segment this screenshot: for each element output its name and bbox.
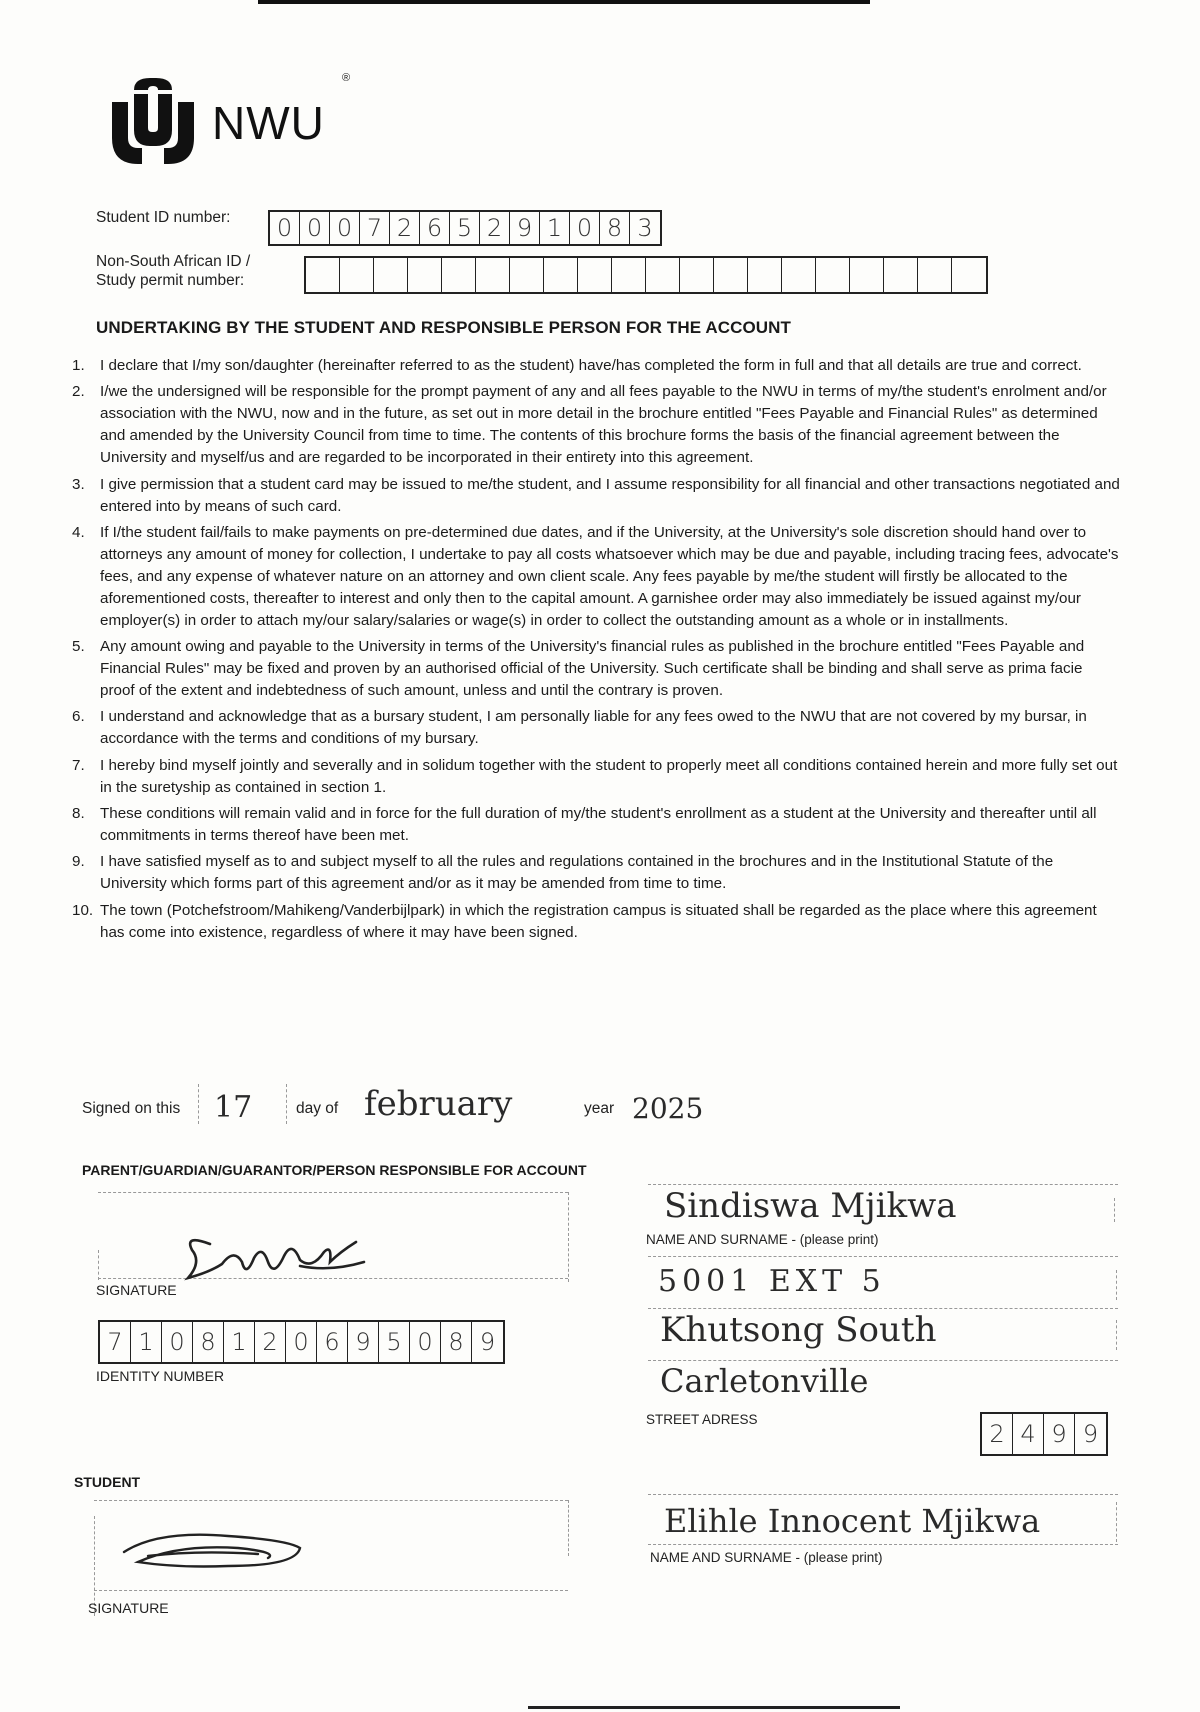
- parent-identity-label: IDENTITY NUMBER: [96, 1368, 225, 1384]
- student-name-top-dash: [648, 1494, 1118, 1495]
- non-sa-id-cell[interactable]: [816, 258, 850, 292]
- student-signature-label: SIGNATURE: [88, 1600, 169, 1616]
- non-sa-id-cell[interactable]: [918, 258, 952, 292]
- registered-mark: ®: [342, 72, 351, 84]
- clause-text: I declare that I/my son/daughter (hereinafter referred to as the student) have/has completed the form in full and that all details are true and correct.: [100, 357, 1082, 374]
- parent-name-value: Sindiswa Mjikwa: [664, 1186, 957, 1226]
- non-sa-id-cell[interactable]: [476, 258, 510, 292]
- student-sig-bottom-dash: [94, 1590, 568, 1591]
- clause-number: 5.: [72, 638, 85, 656]
- address-line-2: Khutsong South: [660, 1310, 937, 1350]
- student-id-digit[interactable]: 7: [360, 212, 390, 244]
- non-sa-id-cell[interactable]: [612, 258, 646, 292]
- clause-text: These conditions will remain valid and in force for the full duration of my/the student's enrollment as a student at the University and thereafter until all commitments in terms thereof have been met.: [100, 805, 1097, 845]
- student-sig-top-dash: [94, 1500, 568, 1501]
- clause-item: [72, 474, 1120, 518]
- clause-text: I hereby bind myself jointly and severally and in solidum together with the student to properly meet all conditions contained herein and more fully set out in the suretyship as contained in section 1.: [100, 756, 1118, 796]
- signed-year-label: year: [584, 1100, 615, 1117]
- clause-text: If I/the student fail/fails to make payments on pre-determined due dates, and if the University, at the University's sole discretion should hand over to attorneys any amount of money for collection, I undertake to pay all costs whatsoever which may be due and payable, including tracing fees, advocate's fees, and any expense of whatever nature on an attorney and own client scale. Any fees payable by me/the student will firstly be allocated to the aforementioned costs, thereafter to interest and only then to the capital amount. A garnishee order may also immediately be issued against my/our employer(s) in order to attach my/our salary/salaries or wage(s) in order to collect the outstanding amount as a whole or in installments.: [100, 523, 1119, 629]
- parent-name-top-dash: [648, 1184, 1118, 1185]
- parent-identity-digit[interactable]: 9: [348, 1322, 379, 1362]
- clause-item: [72, 755, 1120, 799]
- signed-year-value: 2025: [632, 1092, 704, 1125]
- parent-identity-digit[interactable]: 5: [379, 1322, 410, 1362]
- clause-item: [72, 900, 1120, 944]
- signed-day-value: 17: [214, 1090, 253, 1125]
- clause-number: 8.: [72, 805, 85, 823]
- non-sa-id-cell[interactable]: [408, 258, 442, 292]
- parent-identity-digit[interactable]: 0: [286, 1322, 317, 1362]
- student-section-title: STUDENT: [74, 1474, 141, 1490]
- clause-item: [72, 636, 1120, 702]
- parent-identity-digit[interactable]: 0: [162, 1322, 193, 1362]
- clause-item: [72, 706, 1120, 750]
- signed-prefix: Signed on this: [82, 1100, 181, 1117]
- non-sa-id-boxes[interactable]: [304, 256, 988, 294]
- address-dash-2: [648, 1308, 1118, 1309]
- non-sa-id-cell[interactable]: [680, 258, 714, 292]
- student-id-digit[interactable]: 0: [300, 212, 330, 244]
- clause-text: I give permission that a student card may be issued to me/the student, and I assume responsibility for all financial and other transactions negotiated and entered into by means of such card.: [100, 475, 1120, 515]
- signed-month-value: february: [364, 1084, 513, 1124]
- parent-signature-mark[interactable]: [180, 1222, 370, 1290]
- parent-identity-boxes[interactable]: [98, 1320, 505, 1364]
- clause-list: [72, 355, 1120, 948]
- parent-signature-label: SIGNATURE: [96, 1282, 177, 1298]
- clause-number: 3.: [72, 475, 85, 493]
- undertaking-heading: UNDERTAKING BY THE STUDENT AND RESPONSIBLE PERSON FOR THE ACCOUNT: [96, 318, 792, 337]
- signed-day-of-label: day of: [296, 1100, 339, 1117]
- parent-sig-top-dash: [98, 1192, 568, 1193]
- student-name-right-tick: [1116, 1502, 1117, 1542]
- address-line-1: 5001 EXT 5: [658, 1264, 886, 1299]
- street-address-label: STREET ADRESS: [646, 1412, 758, 1427]
- student-id-digit[interactable]: 3: [637, 214, 653, 242]
- parent-identity-digit[interactable]: 0: [410, 1322, 441, 1362]
- non-sa-id-cell[interactable]: [714, 258, 748, 292]
- clause-item: [72, 803, 1120, 847]
- student-id-digit[interactable]: 0: [570, 212, 600, 244]
- parent-identity-digit[interactable]: 7: [100, 1322, 131, 1362]
- parent-identity-digit[interactable]: 8: [441, 1322, 472, 1362]
- clause-number: 2.: [72, 383, 85, 401]
- clause-number: 7.: [72, 756, 85, 774]
- parent-section-title: PARENT/GUARDIAN/GUARANTOR/PERSON RESPONSIBLE FOR ACCOUNT: [82, 1162, 587, 1178]
- address-dash-1: [648, 1256, 1118, 1257]
- student-id-digit[interactable]: 0: [270, 212, 300, 244]
- student-id-digit[interactable]: 0: [330, 212, 360, 244]
- nwu-logo: [104, 72, 351, 170]
- top-edge-line: [258, 0, 870, 4]
- clause-number: 4.: [72, 523, 85, 541]
- student-name-underline: [648, 1544, 1118, 1545]
- student-name-value: Elihle Innocent Mjikwa: [664, 1502, 1041, 1540]
- clause-number: 6.: [72, 708, 85, 726]
- non-sa-id-cell[interactable]: [952, 258, 986, 292]
- student-id-digit[interactable]: 5: [450, 212, 480, 244]
- student-id-digit[interactable]: 8: [600, 212, 630, 244]
- non-sa-id-label: [96, 252, 250, 290]
- clause-number: 10.: [72, 901, 94, 919]
- parent-identity-digit[interactable]: 6: [317, 1322, 348, 1362]
- logo-wordmark: NWU: [212, 97, 325, 149]
- parent-name-label: NAME AND SURNAME - (please print): [646, 1232, 879, 1247]
- non-sa-id-cell[interactable]: [340, 258, 374, 292]
- address-tick-1: [1116, 1270, 1117, 1300]
- non-sa-id-label-line2: Study permit number:: [96, 272, 245, 289]
- parent-sig-right-tick: [568, 1192, 569, 1282]
- postal-code-digit[interactable]: 2: [982, 1414, 1013, 1454]
- signed-divider-2: [286, 1084, 287, 1124]
- parent-identity-digit[interactable]: 1: [131, 1322, 162, 1362]
- student-id-digit[interactable]: 1: [540, 212, 570, 244]
- clause-item: [72, 355, 1120, 377]
- postal-code-digit[interactable]: 9: [1044, 1414, 1075, 1454]
- non-sa-id-cell[interactable]: [578, 258, 612, 292]
- non-sa-id-cell[interactable]: [748, 258, 782, 292]
- non-sa-id-cell[interactable]: [850, 258, 884, 292]
- parent-identity-digit[interactable]: 9: [479, 1328, 496, 1356]
- parent-identity-digit[interactable]: 8: [193, 1322, 224, 1362]
- non-sa-id-cell[interactable]: [510, 258, 544, 292]
- non-sa-id-cell[interactable]: [782, 258, 816, 292]
- student-name-label: NAME AND SURNAME - (please print): [650, 1550, 883, 1565]
- clause-item: [72, 381, 1120, 469]
- student-id-digit[interactable]: 2: [390, 212, 420, 244]
- postal-code-boxes[interactable]: [980, 1412, 1108, 1456]
- clause-text: I understand and acknowledge that as a bursary student, I am personally liable for any fees owed to the NWU that are not covered by my bursar, in accordance with the terms and conditions of my bursary.: [100, 708, 1087, 748]
- student-id-digit[interactable]: 6: [420, 212, 450, 244]
- clause-text: I/we the undersigned will be responsible for the prompt payment of any and all fees payable to the NWU in terms of my/the student's enrolment and/or association with the NWU, now and in the future, as set out in more detail in the brochure entitled "Fees Payable and Financial Rules" as determined and amended by the University Council from time to time. The contents of this brochure forms the basis of the financial agreement between the University and myself/us and are regarded to be incorporated in their entirety into this agreement.: [100, 383, 1107, 467]
- clause-text: The town (Potchefstroom/Mahikeng/Vanderbijlpark) in which the registration campus is situated shall be regarded as the place where this agreement has come into existence, regardless of where it may have been signed.: [100, 901, 1097, 941]
- student-id-digit[interactable]: 2: [480, 212, 510, 244]
- clause-text: Any amount owing and payable to the University in terms of the University's financial rules as published in the brochure entitled "Fees Payable and Financial Rules" may be fixed and proven by an authorised official of the University. Such certificate shall be binding and shall serve as prima facie proof of the extent and indebtedness of such amount, unless and until the contrary is proven.: [100, 638, 1085, 700]
- address-tick-2: [1116, 1320, 1117, 1350]
- clause-number: 9.: [72, 853, 85, 871]
- bottom-edge-line: [528, 1706, 900, 1709]
- signed-divider-1: [198, 1084, 199, 1124]
- parent-name-right-tick: [1114, 1198, 1115, 1222]
- non-sa-id-cell[interactable]: [544, 258, 578, 292]
- nwu-emblem-icon: [104, 72, 202, 170]
- non-sa-id-label-line1: Non-South African ID /: [96, 253, 251, 270]
- parent-identity-digit[interactable]: 1: [224, 1322, 255, 1362]
- non-sa-id-cell[interactable]: [306, 258, 340, 292]
- address-dash-3: [648, 1360, 1118, 1361]
- student-id-label: Student ID number:: [96, 209, 231, 226]
- postal-code-digit[interactable]: 9: [1082, 1420, 1099, 1448]
- non-sa-id-cell[interactable]: [374, 258, 408, 292]
- student-id-digit[interactable]: 9: [510, 212, 540, 244]
- postal-code-digit[interactable]: 4: [1013, 1414, 1044, 1454]
- parent-identity-digit[interactable]: 2: [255, 1322, 286, 1362]
- non-sa-id-cell[interactable]: [646, 258, 680, 292]
- parent-sig-left-tick: [98, 1250, 99, 1280]
- student-sig-right-tick: [568, 1500, 569, 1556]
- clause-number: 1.: [72, 357, 85, 374]
- clause-text: I have satisfied myself as to and subject myself to all the rules and regulations contained in the brochures and in the Institutional Statute of the University which forms part of this agreement and/or as it may be amended from time to time.: [100, 853, 1054, 893]
- clause-item: [72, 851, 1120, 895]
- student-id-boxes[interactable]: [268, 210, 662, 246]
- clause-item: [72, 522, 1120, 632]
- non-sa-id-cell[interactable]: [442, 258, 476, 292]
- non-sa-id-cell[interactable]: [884, 258, 918, 292]
- address-line-3: Carletonville: [660, 1362, 869, 1400]
- student-signature-mark[interactable]: [118, 1522, 308, 1574]
